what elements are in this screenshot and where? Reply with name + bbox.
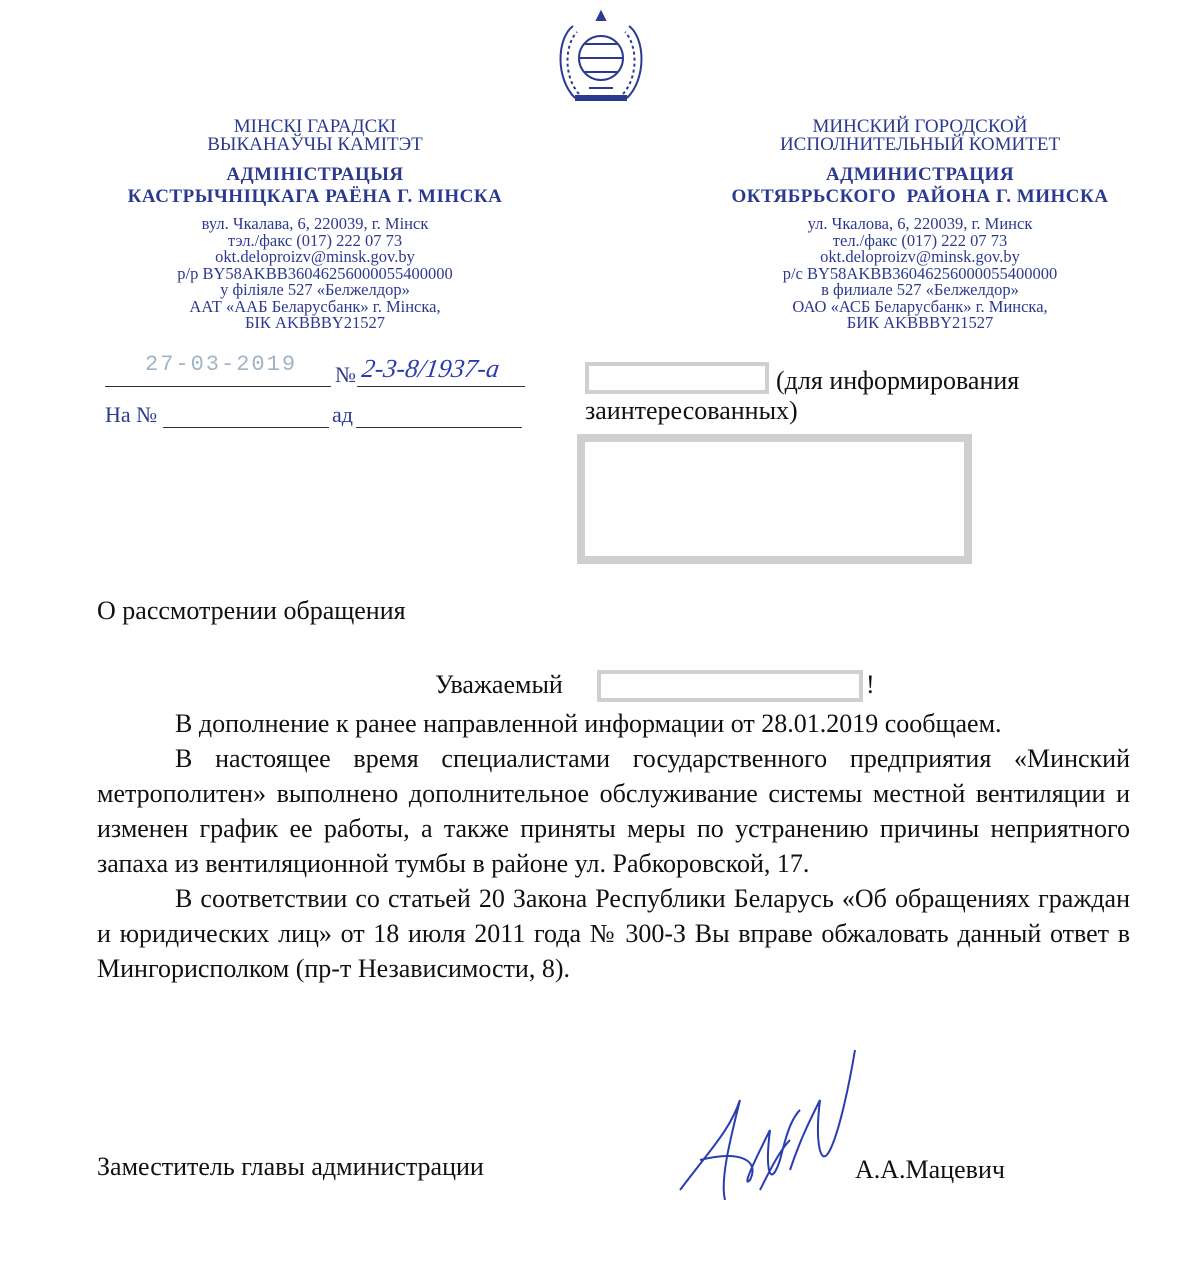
admin-line: ОКТЯБРЬСКОГО РАЙОНА Г. МИНСКА	[731, 186, 1109, 207]
left-letterhead	[90, 118, 540, 332]
admin-line: АДМИНИСТРАЦИЯ	[825, 164, 1015, 185]
number-prefix: №	[335, 362, 356, 387]
email: okt.deloproizv@minsk.gov.by	[215, 247, 415, 266]
ref-prefix: На №	[105, 402, 158, 427]
ref-from-underline	[356, 427, 522, 428]
right-letterhead	[695, 118, 1145, 332]
date-stamp: 27-03-2019	[145, 352, 298, 377]
address-line: тэл./факс (017) 222 07 73	[227, 230, 403, 250]
address-line: ААТ «ААБ Беларусбанк» г. Мінска,	[189, 296, 441, 316]
number-underline	[357, 386, 525, 387]
paragraph: В настоящее время специалистами государственного предприятия «Минский метрополитен» выполнено дополнительное обслуживание системы местной вентиляции и изменен график ее работы, а также приняты меры по устранению причины неприятного запаха из вентиляционной тумбы в районе ул. Рабкоровской, 17.	[97, 744, 1130, 878]
admin-line: КАСТРЫЧНІЦКАГА РАЁНА Г. МІНСКА	[127, 186, 503, 207]
paragraph: В соответствии со статьей 20 Закона Республики Беларусь «Об обращениях граждан и юридических лиц» от 18 июля 2011 года № 300-З Вы вправе обжаловать данный ответ в Мингорисполком (пр-т Независимости, 8).	[97, 884, 1130, 983]
ref-from: ад	[332, 402, 353, 427]
redacted-recipient-address	[577, 434, 972, 564]
recipient-note: (для информирования	[776, 366, 1020, 395]
greeting-suffix: !	[866, 670, 875, 699]
signatory-position: Заместитель главы администрации	[97, 1152, 484, 1181]
org-line: ВЫКАНАЎЧЫ КАМІТЭТ	[207, 134, 423, 155]
signatory-name: А.А.Мацевич	[855, 1155, 1005, 1184]
recipient-note-line2: заинтересованных)	[585, 396, 798, 425]
org-line: ИСПОЛНИТЕЛЬНЫЙ КОМИТЕТ	[779, 134, 1061, 155]
redacted-recipient-name	[585, 362, 769, 394]
outgoing-number: 2-3-8/1937-а	[360, 354, 502, 383]
date-underline	[105, 386, 331, 387]
address-line: у філіяле 527 «Белжелдор»	[220, 280, 410, 299]
paragraph: В дополнение к ранее направленной информации от 28.01.2019 сообщаем.	[175, 709, 1002, 738]
address-line: вул. Чкалава, 6, 220039, г. Мінск	[201, 214, 429, 233]
admin-line: АДМІНІСТРАЦЫЯ	[226, 164, 404, 185]
ref-underline	[163, 427, 329, 428]
letter-body	[97, 706, 1130, 986]
redacted-addressee-name	[597, 670, 863, 702]
address-line: р/р BY58AKBB36046256000055400000	[177, 263, 453, 283]
address-line: в филиале 527 «Белжелдор»	[821, 280, 1019, 299]
org-line: МИНСКИЙ ГОРОДСКОЙ	[812, 116, 1028, 137]
address-line: БИК AKBBBY21527	[846, 313, 994, 332]
address-line: БІК AKBBBY21527	[244, 313, 386, 332]
address-line: ОАО «АСБ Беларусбанк» г. Минска,	[792, 296, 1048, 316]
greeting-prefix: Уважаемый	[435, 670, 563, 699]
address-line: ул. Чкалова, 6, 220039, г. Минск	[807, 214, 1033, 233]
subject: О рассмотрении обращения	[97, 596, 406, 625]
state-emblem-icon	[555, 8, 647, 108]
email: okt.deloproizv@minsk.gov.by	[820, 247, 1020, 266]
handwritten-signature	[670, 1040, 860, 1210]
address-line: р/с BY58AKBB36046256000055400000	[782, 263, 1058, 283]
address-line: тел./факс (017) 222 07 73	[832, 230, 1008, 250]
org-line: МІНСКІ ГАРАДСКІ	[233, 116, 397, 137]
